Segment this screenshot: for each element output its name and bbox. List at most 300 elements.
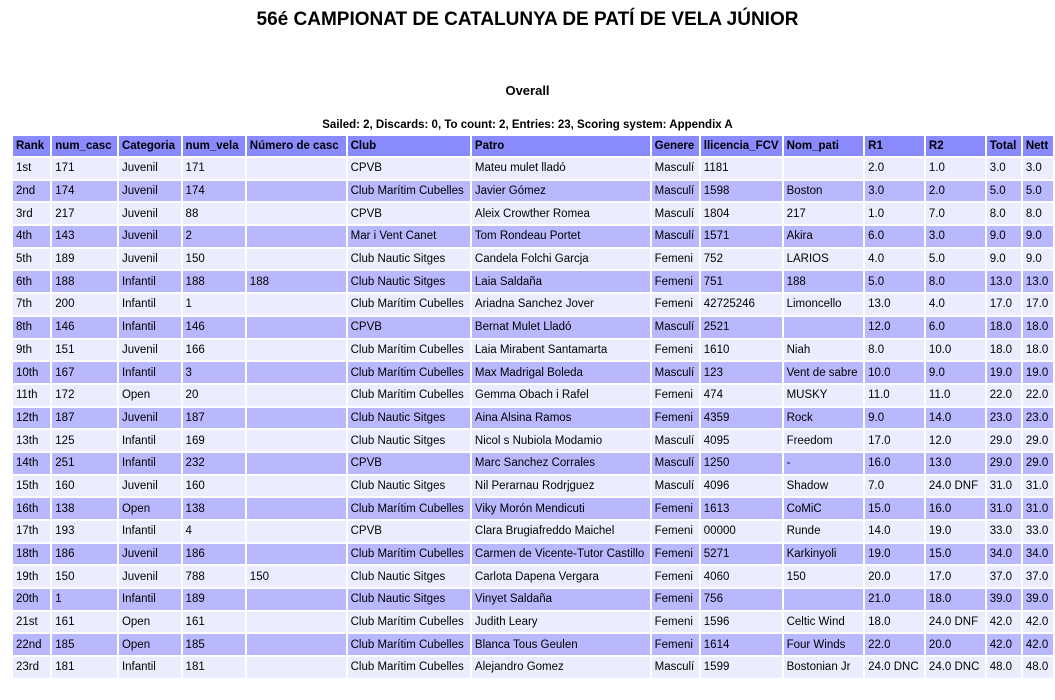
table-cell: 22.0 <box>1023 385 1053 406</box>
table-cell: 34.0 <box>987 544 1021 565</box>
column-header: Genere <box>652 136 699 156</box>
table-cell: Open <box>119 498 181 519</box>
table-cell: 4359 <box>701 408 782 429</box>
table-cell: 9.0 <box>987 226 1021 247</box>
column-header: Número de casc <box>247 136 346 156</box>
table-cell: 125 <box>52 430 117 451</box>
table-row <box>13 203 1053 224</box>
table-cell: 187 <box>183 408 245 429</box>
table-cell: Club Nautic Sitges <box>348 249 470 270</box>
table-cell: 752 <box>701 249 782 270</box>
table-cell: 2.0 <box>926 181 985 202</box>
table-cell: 37.0 <box>1023 566 1053 587</box>
table-cell: 181 <box>52 657 117 678</box>
table-cell: Ariadna Sanchez Jover <box>472 294 650 315</box>
table-cell: 12.0 <box>926 430 985 451</box>
table-cell: 5.0 <box>987 181 1021 202</box>
table-cell: 24.0 DNF <box>926 476 985 497</box>
table-cell: 29.0 <box>987 453 1021 474</box>
table-cell: 31.0 <box>1023 476 1053 497</box>
table-cell: 11.0 <box>926 385 985 406</box>
table-cell: 171 <box>52 158 117 179</box>
table-cell: 88 <box>183 203 245 224</box>
table-cell: Club Marítim Cubelles <box>348 340 470 361</box>
table-cell: 123 <box>701 362 782 383</box>
table-cell: 172 <box>52 385 117 406</box>
series-summary: Sailed: 2, Discards: 0, To count: 2, Entries: 23, Scoring system: Appendix A <box>322 119 733 131</box>
table-cell: Club Nautic Sitges <box>348 271 470 292</box>
table-cell: Four Winds <box>784 634 864 655</box>
table-cell: Akira <box>784 226 864 247</box>
table-cell: 188 <box>183 271 245 292</box>
table-cell: 11.0 <box>865 385 924 406</box>
table-cell: 17.0 <box>865 430 924 451</box>
table-cell: 5271 <box>701 544 782 565</box>
table-cell: Open <box>119 612 181 633</box>
table-cell: 48.0 <box>987 657 1021 678</box>
table-cell: 1571 <box>701 226 782 247</box>
table-cell: 161 <box>52 612 117 633</box>
table-cell: 10.0 <box>926 340 985 361</box>
table-cell: Carmen de Vicente-Tutor Castillo <box>472 544 650 565</box>
table-cell: Freedom <box>784 430 864 451</box>
table-cell: Femeni <box>652 521 699 542</box>
table-cell: 1614 <box>701 634 782 655</box>
table-cell: CoMiC <box>784 498 864 519</box>
table-cell: 4095 <box>701 430 782 451</box>
page-title: 56é CAMPIONAT DE CATALUNYA DE PATÍ DE VELA JÚNIOR <box>256 9 799 30</box>
table-row <box>13 294 1053 315</box>
table-cell: 188 <box>784 271 864 292</box>
table-cell <box>247 181 346 202</box>
table-cell: 29.0 <box>1023 430 1053 451</box>
table-cell: 6th <box>13 271 50 292</box>
table-cell: 18.0 <box>865 612 924 633</box>
table-cell: 143 <box>52 226 117 247</box>
table-cell: 188 <box>52 271 117 292</box>
table-cell: 8th <box>13 317 50 338</box>
table-cell: 1.0 <box>926 158 985 179</box>
table-cell: 4 <box>183 521 245 542</box>
table-row <box>13 521 1053 542</box>
table-cell: Femeni <box>652 634 699 655</box>
table-cell: Infantil <box>119 521 181 542</box>
table-row <box>13 453 1053 474</box>
table-cell: CPVB <box>348 521 470 542</box>
table-cell: 18th <box>13 544 50 565</box>
table-cell: Club Nautic Sitges <box>348 566 470 587</box>
column-header: llicencia_FCV <box>701 136 782 156</box>
table-cell: 4th <box>13 226 50 247</box>
table-cell: 1 <box>52 589 117 610</box>
table-cell: 12th <box>13 408 50 429</box>
table-cell <box>784 158 864 179</box>
table-cell <box>247 362 346 383</box>
table-cell: 186 <box>183 544 245 565</box>
table-cell: 1596 <box>701 612 782 633</box>
results-table <box>11 134 1055 680</box>
table-cell: Club Nautic Sitges <box>348 408 470 429</box>
table-cell: 150 <box>247 566 346 587</box>
table-cell: 21.0 <box>865 589 924 610</box>
table-cell: 13.0 <box>987 271 1021 292</box>
table-cell: Infantil <box>119 362 181 383</box>
table-cell: 1st <box>13 158 50 179</box>
table-cell: 4096 <box>701 476 782 497</box>
table-row <box>13 589 1053 610</box>
table-cell: 24.0 DNC <box>926 657 985 678</box>
table-cell: 13.0 <box>865 294 924 315</box>
column-header: R2 <box>926 136 985 156</box>
table-cell: Club Nautic Sitges <box>348 430 470 451</box>
table-cell: 756 <box>701 589 782 610</box>
table-cell: 1610 <box>701 340 782 361</box>
table-cell: Laia Saldaña <box>472 271 650 292</box>
table-cell: 7th <box>13 294 50 315</box>
table-cell: 8.0 <box>926 271 985 292</box>
table-cell: Infantil <box>119 657 181 678</box>
table-cell: 29.0 <box>987 430 1021 451</box>
table-cell: 217 <box>52 203 117 224</box>
table-cell: Carlota Dapena Vergara <box>472 566 650 587</box>
table-cell: 3.0 <box>865 181 924 202</box>
table-cell: 169 <box>183 430 245 451</box>
table-cell: Club Marítim Cubelles <box>348 498 470 519</box>
table-cell: 160 <box>52 476 117 497</box>
table-cell: Femeni <box>652 498 699 519</box>
table-cell: 3 <box>183 362 245 383</box>
table-cell: 3rd <box>13 203 50 224</box>
table-cell: 17.0 <box>987 294 1021 315</box>
column-header: Nom_pati <box>784 136 864 156</box>
table-cell <box>247 294 346 315</box>
table-cell: MUSKY <box>784 385 864 406</box>
table-cell: 4060 <box>701 566 782 587</box>
table-cell: Infantil <box>119 294 181 315</box>
table-cell: Limoncello <box>784 294 864 315</box>
table-cell: 5.0 <box>865 271 924 292</box>
table-cell: Aleix Crowther Romea <box>472 203 650 224</box>
table-cell: Rock <box>784 408 864 429</box>
table-cell: 150 <box>52 566 117 587</box>
table-cell: Juvenil <box>119 476 181 497</box>
table-cell: Femeni <box>652 566 699 587</box>
table-cell: Infantil <box>119 317 181 338</box>
table-cell: 34.0 <box>1023 544 1053 565</box>
table-cell <box>247 408 346 429</box>
table-cell <box>784 589 864 610</box>
table-cell: 1599 <box>701 657 782 678</box>
table-cell: 10.0 <box>865 362 924 383</box>
table-cell: 22nd <box>13 634 50 655</box>
table-cell: Clara Brugiafreddo Maichel <box>472 521 650 542</box>
table-cell: 8.0 <box>987 203 1021 224</box>
table-cell: Club Marítim Cubelles <box>348 612 470 633</box>
table-cell <box>247 589 346 610</box>
table-cell: 19th <box>13 566 50 587</box>
table-cell: 186 <box>52 544 117 565</box>
table-cell: 18.0 <box>926 589 985 610</box>
table-cell: Masculí <box>652 203 699 224</box>
table-cell: Club Marítim Cubelles <box>348 294 470 315</box>
table-cell: 138 <box>183 498 245 519</box>
table-cell: Femeni <box>652 589 699 610</box>
table-cell: Juvenil <box>119 226 181 247</box>
table-row <box>13 226 1053 247</box>
table-cell: 20 <box>183 385 245 406</box>
table-row <box>13 544 1053 565</box>
table-cell: 4.0 <box>865 249 924 270</box>
table-cell: 3.0 <box>1023 158 1053 179</box>
table-cell: 16th <box>13 498 50 519</box>
table-cell: 174 <box>52 181 117 202</box>
table-cell: Bernat Mulet Lladó <box>472 317 650 338</box>
table-cell: 146 <box>52 317 117 338</box>
table-cell: Masculí <box>652 317 699 338</box>
table-cell: 171 <box>183 158 245 179</box>
table-cell: 37.0 <box>987 566 1021 587</box>
table-cell: 23.0 <box>1023 408 1053 429</box>
table-cell: 1613 <box>701 498 782 519</box>
table-cell: 189 <box>52 249 117 270</box>
table-cell: 185 <box>183 634 245 655</box>
table-cell: - <box>784 453 864 474</box>
table-cell: Club Marítim Cubelles <box>348 385 470 406</box>
table-cell <box>247 521 346 542</box>
table-cell: CPVB <box>348 203 470 224</box>
table-cell: Masculí <box>652 476 699 497</box>
table-cell: Nil Perarnau Rodrjguez <box>472 476 650 497</box>
column-header: Patro <box>472 136 650 156</box>
table-cell: 18.0 <box>1023 317 1053 338</box>
table-cell <box>784 317 864 338</box>
table-cell: 42.0 <box>1023 612 1053 633</box>
table-cell: Juvenil <box>119 203 181 224</box>
table-cell: 181 <box>183 657 245 678</box>
table-cell: Juvenil <box>119 544 181 565</box>
table-row <box>13 430 1053 451</box>
table-row <box>13 634 1053 655</box>
table-cell: 167 <box>52 362 117 383</box>
table-cell: 187 <box>52 408 117 429</box>
table-cell: 13th <box>13 430 50 451</box>
column-header: num_casc <box>52 136 117 156</box>
table-cell <box>247 317 346 338</box>
table-cell: 1 <box>183 294 245 315</box>
table-cell: Shadow <box>784 476 864 497</box>
table-row <box>13 362 1053 383</box>
table-cell: Femeni <box>652 612 699 633</box>
table-cell: 17.0 <box>926 566 985 587</box>
table-cell: 5.0 <box>926 249 985 270</box>
table-cell: Juvenil <box>119 408 181 429</box>
table-cell: Masculí <box>652 158 699 179</box>
table-cell: Femeni <box>652 385 699 406</box>
results-body <box>13 158 1053 678</box>
table-cell: 185 <box>52 634 117 655</box>
table-cell: Alejandro Gomez <box>472 657 650 678</box>
table-cell: 146 <box>183 317 245 338</box>
column-header: Nett <box>1023 136 1053 156</box>
table-cell: Juvenil <box>119 158 181 179</box>
table-cell: Nicol s Nubiola Modamio <box>472 430 650 451</box>
table-cell: Runde <box>784 521 864 542</box>
table-cell: 4.0 <box>926 294 985 315</box>
table-cell: 42725246 <box>701 294 782 315</box>
table-cell: Femeni <box>652 294 699 315</box>
table-row <box>13 566 1053 587</box>
table-row <box>13 317 1053 338</box>
table-cell <box>247 385 346 406</box>
table-row <box>13 181 1053 202</box>
table-cell: Infantil <box>119 453 181 474</box>
table-cell: Boston <box>784 181 864 202</box>
table-cell: Blanca Tous Geulen <box>472 634 650 655</box>
table-cell: 16.0 <box>865 453 924 474</box>
table-cell: 5.0 <box>1023 181 1053 202</box>
table-cell: 2521 <box>701 317 782 338</box>
table-cell: Viky Morón Mendicuti <box>472 498 650 519</box>
column-header: Club <box>348 136 470 156</box>
table-cell: 150 <box>183 249 245 270</box>
table-cell: 42.0 <box>1023 634 1053 655</box>
column-header: num_vela <box>183 136 245 156</box>
table-cell: Juvenil <box>119 340 181 361</box>
table-cell: 42.0 <box>987 612 1021 633</box>
table-cell <box>247 476 346 497</box>
table-cell: 23rd <box>13 657 50 678</box>
table-cell: 18.0 <box>1023 340 1053 361</box>
table-cell: 9.0 <box>1023 226 1053 247</box>
table-cell: Club Marítim Cubelles <box>348 362 470 383</box>
table-cell: 138 <box>52 498 117 519</box>
table-cell: 31.0 <box>987 476 1021 497</box>
table-cell: 17th <box>13 521 50 542</box>
table-cell: 00000 <box>701 521 782 542</box>
table-cell: 200 <box>52 294 117 315</box>
table-row <box>13 612 1053 633</box>
table-cell <box>247 453 346 474</box>
table-cell: 188 <box>247 271 346 292</box>
table-cell: 15th <box>13 476 50 497</box>
table-cell: 2.0 <box>865 158 924 179</box>
table-row <box>13 657 1053 678</box>
table-cell: 23.0 <box>987 408 1021 429</box>
table-cell: 7.0 <box>926 203 985 224</box>
table-cell <box>247 612 346 633</box>
table-cell: 18.0 <box>987 317 1021 338</box>
table-cell: Club Nautic Sitges <box>348 589 470 610</box>
table-cell: Karkinyoli <box>784 544 864 565</box>
table-cell: 7.0 <box>865 476 924 497</box>
table-cell: Femeni <box>652 340 699 361</box>
table-row <box>13 476 1053 497</box>
table-cell: 3.0 <box>987 158 1021 179</box>
table-cell: 33.0 <box>987 521 1021 542</box>
table-cell: 2nd <box>13 181 50 202</box>
table-cell: Femeni <box>652 271 699 292</box>
table-cell: 251 <box>52 453 117 474</box>
table-cell: 6.0 <box>926 317 985 338</box>
table-row <box>13 408 1053 429</box>
column-header: Rank <box>13 136 50 156</box>
table-cell: Femeni <box>652 544 699 565</box>
table-cell <box>247 158 346 179</box>
table-cell: Mateu mulet lladó <box>472 158 650 179</box>
table-cell: 19.0 <box>987 362 1021 383</box>
table-cell: 1804 <box>701 203 782 224</box>
table-cell: 232 <box>183 453 245 474</box>
table-cell: 166 <box>183 340 245 361</box>
table-cell: 150 <box>784 566 864 587</box>
table-cell: Niah <box>784 340 864 361</box>
table-cell: Infantil <box>119 589 181 610</box>
table-cell: 20th <box>13 589 50 610</box>
table-cell: 42.0 <box>987 634 1021 655</box>
table-cell: 6.0 <box>865 226 924 247</box>
table-cell: Juvenil <box>119 566 181 587</box>
table-cell: 20.0 <box>865 566 924 587</box>
table-cell: Club Nautic Sitges <box>348 476 470 497</box>
table-cell: 217 <box>784 203 864 224</box>
table-cell: LARIOS <box>784 249 864 270</box>
table-cell: Juvenil <box>119 249 181 270</box>
table-cell: Aina Alsina Ramos <box>472 408 650 429</box>
table-cell: CPVB <box>348 453 470 474</box>
table-cell: 9th <box>13 340 50 361</box>
table-cell: 10th <box>13 362 50 383</box>
table-cell: Vent de sabre <box>784 362 864 383</box>
table-cell: 22.0 <box>865 634 924 655</box>
table-row <box>13 498 1053 519</box>
table-cell: 1181 <box>701 158 782 179</box>
table-cell: 24.0 DNF <box>926 612 985 633</box>
table-cell: Tom Rondeau Portet <box>472 226 650 247</box>
table-cell: 33.0 <box>1023 521 1053 542</box>
table-cell: 13.0 <box>1023 271 1053 292</box>
table-cell <box>247 249 346 270</box>
table-cell: Club Marítim Cubelles <box>348 181 470 202</box>
table-cell: 1.0 <box>865 203 924 224</box>
table-row <box>13 158 1053 179</box>
table-cell: 24.0 DNC <box>865 657 924 678</box>
table-cell: 5th <box>13 249 50 270</box>
table-cell: Femeni <box>652 408 699 429</box>
table-cell: 8.0 <box>865 340 924 361</box>
table-row <box>13 249 1053 270</box>
table-cell: Masculí <box>652 430 699 451</box>
table-cell: Masculí <box>652 226 699 247</box>
table-cell: CPVB <box>348 158 470 179</box>
table-cell: Club Marítim Cubelles <box>348 544 470 565</box>
table-row <box>13 340 1053 361</box>
table-cell: 193 <box>52 521 117 542</box>
table-cell: 189 <box>183 589 245 610</box>
table-cell: Open <box>119 385 181 406</box>
table-cell: Laia Mirabent Santamarta <box>472 340 650 361</box>
table-row <box>13 271 1053 292</box>
table-cell: 9.0 <box>987 249 1021 270</box>
table-cell: Javier Gómez <box>472 181 650 202</box>
table-cell: 18.0 <box>987 340 1021 361</box>
table-cell: Max Madrigal Boleda <box>472 362 650 383</box>
table-cell: 174 <box>183 181 245 202</box>
table-cell <box>247 657 346 678</box>
table-cell: 19.0 <box>1023 362 1053 383</box>
table-cell <box>247 544 346 565</box>
table-cell: 39.0 <box>1023 589 1053 610</box>
table-cell: Marc Sanchez Corrales <box>472 453 650 474</box>
